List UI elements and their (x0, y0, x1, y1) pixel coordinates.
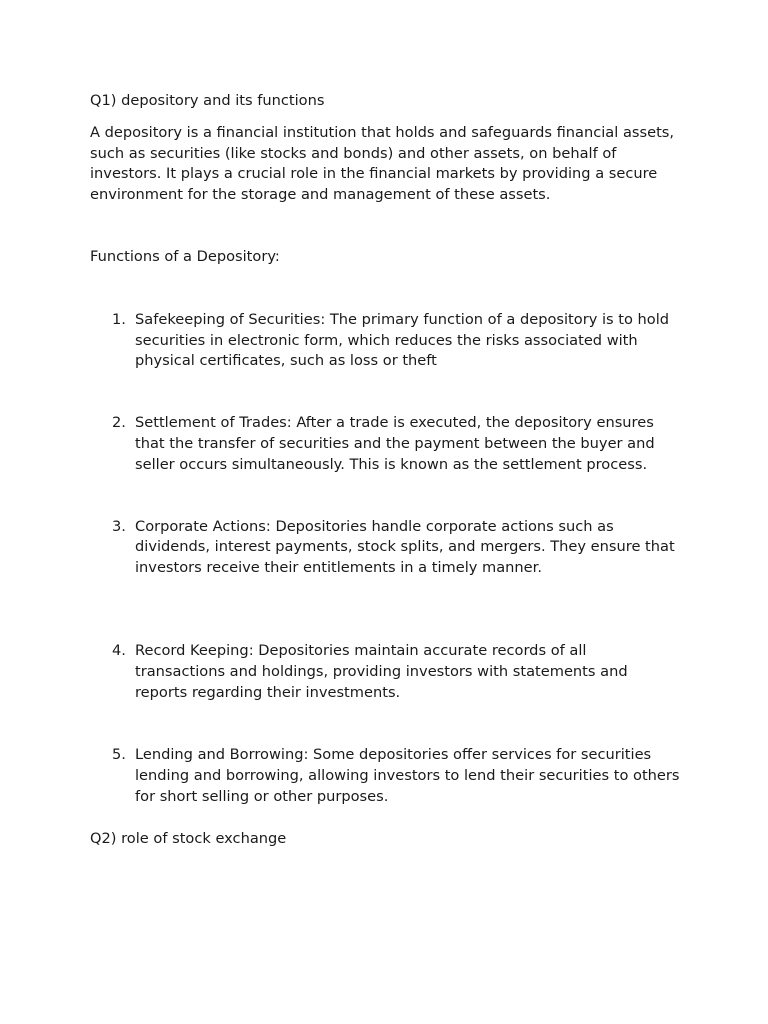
list-item-text: Record Keeping: Depositories maintain accurate records of all transactions and holdings, providing investors with statements and reports regarding their investments. (135, 641, 628, 701)
q1-heading: Q1) depository and its functions (90, 92, 325, 109)
q2-heading: Q2) role of stock exchange (90, 829, 287, 847)
list-item (90, 413, 680, 475)
list-item (90, 641, 680, 703)
intro-paragraph: A depository is a financial institution that holds and safeguards financial assets, such as securities (like stocks and bonds) and other assets, on behalf of investors. It plays a crucial role in the financial markets by providing a secure environment for the storage and management of these assets. (90, 123, 675, 204)
list-item-number: 2. (112, 414, 126, 432)
functions-list (90, 310, 680, 808)
list-item-text: Corporate Actions: Depositories handle corporate actions such as dividends, interest payments, stock splits, and mergers. They ensure that investors receive their entitlements in a timely manner. (135, 517, 675, 577)
list-item-number: 1. (112, 310, 126, 328)
list-item (90, 517, 680, 579)
list-item-number: 3. (112, 517, 126, 535)
functions-heading: Functions of a Depository: (90, 247, 280, 265)
list-item-text: Safekeeping of Securities: The primary function of a depository is to hold securities in electronic form, which reduces the risks associated with physical certificates, such as loss or theft (135, 310, 670, 370)
document-page (90, 91, 680, 850)
list-item (90, 745, 680, 807)
list-item-number: 5. (112, 746, 126, 764)
list-item-text: Lending and Borrowing: Some depositories offer services for securities lending and borrowing, allowing investors to lend their securities to others for short selling or other purposes. (135, 746, 680, 805)
list-item-text: Settlement of Trades: After a trade is executed, the depository ensures that the transfer of securities and the payment between the buyer and seller occurs simultaneously. This is known as the settlement process. (135, 414, 655, 473)
list-item (90, 310, 680, 372)
list-item-number: 4. (112, 641, 126, 659)
